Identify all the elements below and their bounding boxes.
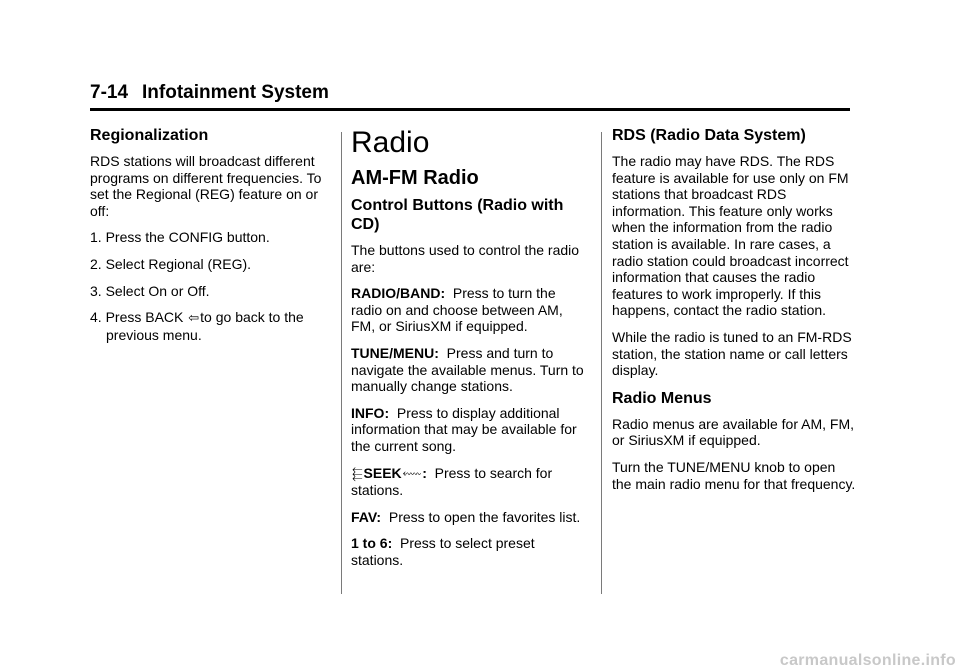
step-4-before: 4. Press BACK xyxy=(90,309,188,326)
section-title: Infotainment System xyxy=(142,82,329,103)
seek-label: SEEK xyxy=(363,464,402,481)
regionalization-heading: Regionalization xyxy=(90,127,209,144)
radio-menus-para-1: Radio menus are available for AM, FM, or SiriusXM if equipped. xyxy=(612,415,854,449)
presets-item xyxy=(351,535,586,568)
control-buttons-heading: Control Buttons (Radio with CD) xyxy=(351,197,564,233)
header-rule xyxy=(90,108,850,111)
seek-text: Press to search for stations. xyxy=(351,464,553,499)
info-label: INFO: xyxy=(351,404,390,421)
radio-band-text: Press to turn the radio on and choose between AM, FM, or SiriusXM if equipped. xyxy=(351,285,563,335)
step-4 xyxy=(90,309,332,343)
column-divider-1 xyxy=(341,132,342,594)
page-number: 7-14 xyxy=(90,82,129,103)
rds-para-1: The radio may have RDS. The RDS feature is available for use only on FM stations that broadcast RDS information. This feature only works when the information from the radio station is available. In rare cases, a radio station could broadcast incorrect information that causes the radio features to work improperly. If this happens, contact the radio station. xyxy=(612,153,849,319)
tune-menu-label: TUNE/MENU: xyxy=(351,344,439,361)
step-1: 1. Press the CONFIG button. xyxy=(90,229,270,246)
step-2: 2. Select Regional (REG). xyxy=(90,255,252,272)
rds-heading: RDS (Radio Data System) xyxy=(612,127,806,144)
page-header xyxy=(90,81,850,111)
info-item xyxy=(351,405,586,455)
seek-left-icon: ⬱ xyxy=(352,465,363,481)
fav-item xyxy=(351,509,586,526)
rds-para-2: While the radio is tuned to an FM-RDS station, the station name or call letters display. xyxy=(612,328,852,379)
step-3: 3. Select On or Off. xyxy=(90,282,210,299)
column-1 xyxy=(90,126,332,353)
radio-band-label: RADIO/BAND: xyxy=(351,285,446,302)
radio-band-item xyxy=(351,285,586,335)
tune-menu-text: Press and turn to navigate the available menus. Turn to manually change stations. xyxy=(351,344,584,395)
column-2 xyxy=(351,126,586,579)
radio-heading: Radio xyxy=(351,126,430,159)
seek-colon: : xyxy=(422,464,427,481)
radio-menus-heading: Radio Menus xyxy=(612,389,712,407)
seek-item xyxy=(351,465,586,499)
footer-watermark: carmanualsonline.info xyxy=(779,652,956,669)
header-text xyxy=(90,81,850,105)
presets-label: 1 to 6: xyxy=(351,535,393,552)
presets-text: Press to select preset stations. xyxy=(351,535,535,568)
tune-menu-item xyxy=(351,345,586,395)
control-buttons-intro: The buttons used to control the radio are: xyxy=(351,242,580,275)
regionalization-intro: RDS stations will broadcast different programs on different frequencies. To set the Regional (REG) feature on or off: xyxy=(90,153,322,219)
column-divider-2 xyxy=(601,132,602,594)
column-3 xyxy=(612,126,857,502)
radio-menus-para-2: Turn the TUNE/MENU knob to open the main radio menu for that frequency. xyxy=(612,458,856,492)
fav-label: FAV: xyxy=(351,508,382,525)
fav-text: Press to open the favorites list. xyxy=(388,508,581,525)
info-text: Press to display additional information that may be available for the current song. xyxy=(351,404,577,454)
seek-right-icon: ⬳ xyxy=(402,465,422,481)
back-arrow-icon: ⇦ xyxy=(188,310,200,326)
am-fm-heading: AM-FM Radio xyxy=(351,167,479,189)
step-4-after: to go back to the previous menu. xyxy=(106,309,304,343)
